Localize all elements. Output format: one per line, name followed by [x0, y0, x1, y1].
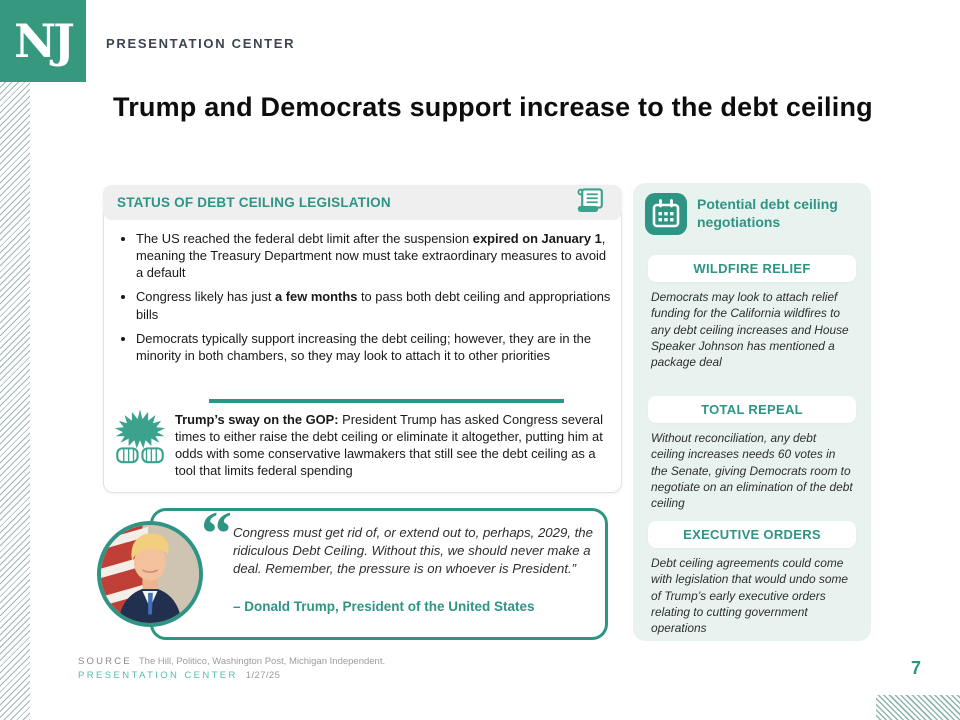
negotiation-item-header: WILDFIRE RELIEF: [648, 255, 856, 282]
quote-text: Congress must get rid of, or extend out to, perhaps, 2029, the ridiculous Debt Ceiling. Without this, we should never make a deal. Remember, the pressure is on whoever is President.”: [233, 525, 593, 577]
footer-brand-label: PRESENTATION CENTER: [78, 670, 238, 681]
scroll-icon: [576, 187, 608, 219]
presentation-center-label: PRESENTATION CENTER: [106, 36, 296, 51]
status-bullet-list: [120, 230, 611, 371]
status-panel: [103, 185, 622, 493]
source-line: [78, 656, 385, 667]
negotiation-item-header: EXECUTIVE ORDERS: [648, 521, 856, 548]
nj-logo: [0, 0, 86, 82]
footer-date: 1/27/25: [245, 670, 281, 681]
gop-callout-text: Trump’s sway on the GOP: President Trump has asked Congress several times to either raise the debt ceiling or eliminate it altogether, putting him at odds with some conservative lawmakers that still see the debt ceiling as a tool that limits federal spending: [175, 412, 603, 479]
slide-title: Trump and Democrats support increase to the debt ceiling: [113, 92, 873, 122]
left-hatch-decoration: [0, 82, 30, 720]
nj-logo-text: NJ: [14, 14, 72, 68]
negotiations-panel: [633, 183, 871, 641]
source-label: SOURCE: [78, 656, 132, 667]
negotiation-item-text: Without reconciliation, any debt ceiling increases needs 60 votes in the Senate, giving Democrats room to negotiate on an elimination of the debt ceiling: [651, 431, 853, 511]
source-text: The Hill, Politico, Washington Post, Michigan Independent.: [138, 656, 386, 667]
teal-divider: [209, 399, 564, 403]
calendar-icon: [645, 193, 687, 235]
footer-brand-line: [78, 670, 280, 681]
negotiation-item-text: Debt ceiling agreements could come with legislation that would undo some of Trump’s early executive orders relating to cutting government operations: [651, 556, 848, 636]
status-panel-title: STATUS OF DEBT CEILING LEGISLATION: [117, 195, 391, 210]
trump-portrait: [97, 521, 203, 627]
corner-hatch-decoration: [876, 695, 960, 720]
quote-attribution: – Donald Trump, President of the United States: [233, 599, 535, 614]
fist-clash-icon: [114, 407, 166, 472]
status-bullet: • The US reached the federal debt limit after the suspension expired on January 1, meaning the Treasury Department now must take extraordinary measures to avoid a default: [136, 230, 611, 281]
status-bullet: • Democrats typically support increasing the debt ceiling; however, they are in the minority in both chambers, so they may look to attach it to other priorities: [136, 330, 611, 364]
status-panel-header: [103, 185, 622, 220]
gop-callout: [114, 407, 611, 480]
negotiations-title: Potential debt ceiling negotiations: [697, 196, 838, 230]
page-number: 7: [910, 658, 921, 678]
quote-mark-icon: “: [201, 500, 232, 568]
negotiation-item-header: TOTAL REPEAL: [648, 396, 856, 423]
negotiation-item-text: Democrats may look to attach relief funding for the California wildfires to any debt ceiling increases and House Speaker Johnson has mentioned a package deal: [651, 290, 849, 370]
status-bullet: • Congress likely has just a few months to pass both debt ceiling and appropriations bills: [136, 288, 611, 322]
